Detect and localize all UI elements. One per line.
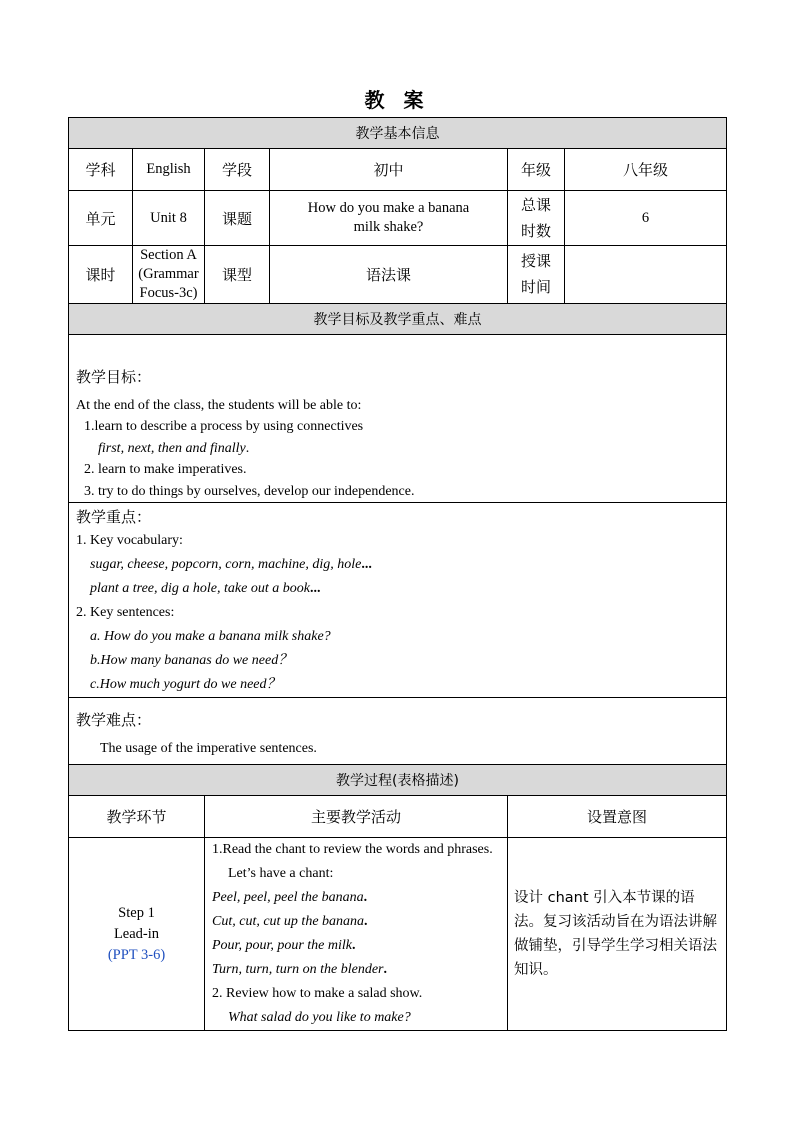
connectives-text: first, next, then and finally bbox=[98, 440, 246, 456]
label-unit: 单元 bbox=[69, 191, 133, 246]
lesson-plan-table bbox=[68, 117, 727, 1031]
label-total-hours-1: 总课 bbox=[520, 196, 551, 214]
process-header: 教学过程(表格描述) bbox=[69, 765, 727, 796]
value-subject: English bbox=[133, 149, 205, 191]
info-row-period bbox=[69, 246, 727, 304]
activity-line-4: What salad do you like to make? bbox=[228, 1010, 411, 1026]
step1-activities-cell bbox=[205, 838, 508, 1031]
chant-line-3 bbox=[212, 934, 507, 958]
value-period bbox=[133, 246, 205, 304]
objective-connectives bbox=[76, 438, 726, 460]
difficulty-row bbox=[69, 698, 727, 765]
label-teaching-time-2: 时间 bbox=[520, 278, 551, 297]
step1-stage: Lead-in bbox=[113, 925, 160, 942]
label-total-hours-2: 时数 bbox=[520, 222, 551, 240]
vocab-line-2-text: plant a tree, dig a hole, take out a book bbox=[90, 581, 310, 597]
chant-1-period: . bbox=[363, 890, 368, 906]
difficulty-text: The usage of the imperative sentences. bbox=[100, 741, 317, 757]
value-total-hours: 6 bbox=[565, 191, 727, 246]
connectives-end: . bbox=[245, 440, 250, 456]
chant-3-period: . bbox=[352, 938, 356, 954]
key-vocab-line-1 bbox=[76, 553, 726, 577]
value-grade: 八年级 bbox=[565, 149, 727, 191]
label-topic: 课题 bbox=[205, 191, 270, 246]
step1-stage-cell bbox=[69, 838, 205, 1031]
period-line-2: (Grammar Focus-3c) bbox=[138, 265, 199, 301]
difficulty-cell bbox=[69, 698, 727, 765]
step1-row bbox=[69, 838, 727, 1031]
objectives-cell bbox=[69, 334, 727, 503]
value-teaching-time bbox=[565, 246, 727, 304]
value-stage: 初中 bbox=[270, 149, 508, 191]
key-sentences-title: 2. Key sentences: bbox=[76, 605, 175, 621]
chant-3-text: Pour, pour, pour the milk bbox=[212, 938, 352, 954]
vocab-line-1-ellipsis: ... bbox=[361, 557, 372, 573]
key-points-title: 教学重点： bbox=[76, 508, 152, 527]
key-sentence-a: a. How do you make a banana milk shake? bbox=[90, 629, 331, 645]
value-unit: Unit 8 bbox=[133, 191, 205, 246]
col-teaching-stage: 教学环节 bbox=[69, 796, 205, 838]
label-lesson-type: 课型 bbox=[205, 246, 270, 304]
info-row-unit bbox=[69, 191, 727, 246]
objective-item-3: 3. try to do things by ourselves, develop our independence. bbox=[84, 483, 415, 499]
chant-line-4 bbox=[212, 958, 507, 982]
activity-line-1: 1.Read the chant to review the words and phrases. bbox=[212, 842, 493, 858]
difficulty-title: 教学难点： bbox=[76, 711, 152, 730]
label-teaching-time bbox=[508, 246, 565, 304]
activity-line-3: 2. Review how to make a salad show. bbox=[212, 986, 423, 1002]
objectives-intro: At the end of the class, the students will be able to: bbox=[76, 397, 362, 413]
process-header-row bbox=[69, 765, 727, 796]
topic-line-2: milk shake? bbox=[353, 219, 424, 235]
step1-name: Step 1 bbox=[118, 904, 155, 921]
objective-item-1: 1.learn to describe a process by using connectives bbox=[84, 419, 364, 435]
label-subject: 学科 bbox=[69, 149, 133, 191]
info-row-subject bbox=[69, 149, 727, 191]
goals-header-row bbox=[69, 303, 727, 334]
objectives-row bbox=[69, 334, 727, 503]
key-vocab-line-2 bbox=[76, 577, 726, 601]
chant-1-text: Peel, peel, peel the banana bbox=[212, 890, 364, 906]
step1-ppt: (PPT 3-6) bbox=[107, 946, 166, 963]
basic-info-header-row bbox=[69, 118, 727, 149]
label-period: 课时 bbox=[69, 246, 133, 304]
key-sentence-b: b.How many bananas do we need？ bbox=[90, 653, 293, 669]
label-stage: 学段 bbox=[205, 149, 270, 191]
value-topic bbox=[270, 191, 508, 246]
goals-header: 教学目标及教学重点、难点 bbox=[69, 303, 727, 334]
chant-4-period: . bbox=[383, 962, 388, 978]
label-teaching-time-1: 授课 bbox=[520, 252, 551, 271]
page-title: 教 案 bbox=[364, 88, 430, 112]
col-purpose: 设置意图 bbox=[508, 796, 727, 838]
process-columns-row bbox=[69, 796, 727, 838]
value-lesson-type: 语法课 bbox=[270, 246, 508, 304]
activity-line-2: Let’s have a chant: bbox=[228, 866, 334, 882]
key-sentence-c: c.How much yogurt do we need？ bbox=[90, 677, 281, 693]
period-line-1: Section A bbox=[140, 247, 197, 263]
chant-2-text: Cut, cut, cut up the banana bbox=[212, 914, 365, 930]
vocab-line-1-text: sugar, cheese, popcorn, corn, machine, dig, hole bbox=[90, 557, 362, 573]
label-grade: 年级 bbox=[508, 149, 565, 191]
key-points-row bbox=[69, 503, 727, 698]
objective-item-2: 2. learn to make imperatives. bbox=[84, 462, 247, 478]
objectives-title: 教学目标： bbox=[76, 367, 152, 386]
vocab-line-2-ellipsis: ... bbox=[309, 581, 321, 597]
col-main-activities: 主要教学活动 bbox=[205, 796, 508, 838]
chant-line-2 bbox=[212, 910, 507, 934]
label-total-hours bbox=[508, 191, 565, 246]
basic-info-header: 教学基本信息 bbox=[69, 118, 727, 149]
key-vocab-title: 1. Key vocabulary: bbox=[76, 533, 183, 549]
key-points-cell bbox=[69, 503, 727, 698]
chant-line-1 bbox=[212, 886, 507, 910]
chant-2-period: . bbox=[364, 914, 368, 930]
topic-line-1: How do you make a banana bbox=[307, 200, 470, 217]
chant-4-text: Turn, turn, turn on the blender bbox=[212, 962, 384, 978]
step1-purpose: 设计 chant 引入本节课的语法。复习该活动旨在为语法讲解做铺垫，引导学生学习相关语法知识。 bbox=[508, 838, 727, 1031]
